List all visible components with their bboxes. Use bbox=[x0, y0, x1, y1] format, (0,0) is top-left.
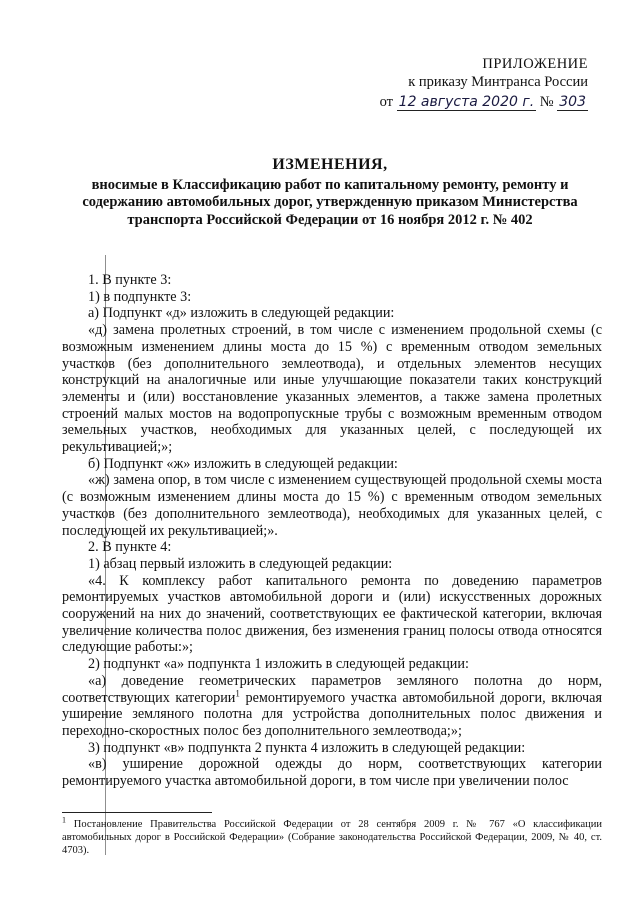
paragraph: б) Подпункт «ж» изложить в следующей редакции: bbox=[88, 455, 398, 472]
footnote-text: Постановление Правительства Российской Федерации от 28 сентября 2009 г. № 767 «О классификации автомобильных дорог в Российской Федерации» (Собрание законодательства Российской Федерации, 2009, № 40, ст. 4703). bbox=[62, 819, 603, 856]
footnote-marker: 1 bbox=[62, 815, 66, 825]
paragraph: 2. В пункте 4: bbox=[88, 539, 172, 556]
paragraph: а) Подпункт «д» изложить в следующей редакции: bbox=[88, 305, 395, 322]
footnote-divider bbox=[62, 812, 212, 813]
handwritten-date: 12 августа 2020 г. bbox=[398, 94, 535, 110]
document-body bbox=[62, 272, 602, 790]
handwritten-number: 303 bbox=[559, 94, 586, 110]
footnote-ref: 1 bbox=[235, 687, 240, 698]
number-label: № bbox=[539, 94, 554, 110]
paragraph: 3) подпункт «в» подпункта 2 пункта 4 изложить в следующей редакции: bbox=[88, 739, 526, 756]
document-heading bbox=[60, 156, 600, 229]
paragraph: «д) замена пролетных строений, в том числе с изменением продольной схемы (с возможным изменением длины моста до 15 %) с временным отводом земельных участков (без дополнительного землеотвода), и отдельных элементов несущих конструкций на аналогичные или иные улучшающие показатели таких конструкций элементы и (или) восстановление указанных элементов, а также замена пролетных строений малых мостов на водопропускные трубы с возможным временным отводом земельных участков, необходимых для указанных целей, с последующей их рекультивацией;»; bbox=[62, 322, 602, 456]
from-label: от bbox=[379, 94, 394, 110]
paragraph-text: «а) доведение геометрических параметров земляного полотна до норм, соответствующих категории bbox=[62, 672, 602, 706]
paragraph: «в) уширение дорожной одежды до норм, соответствующих категории ремонтируемого участка автомобильной дороги, в том числе при увеличении полос bbox=[62, 756, 602, 790]
paragraph: 1) абзац первый изложить в следующей редакции: bbox=[88, 555, 393, 572]
appendix-block bbox=[380, 55, 588, 111]
paragraph: 2) подпункт «а» подпункта 1 изложить в следующей редакции: bbox=[88, 656, 469, 673]
appendix-title: ПРИЛОЖЕНИЕ bbox=[482, 56, 588, 72]
paragraph: 1. В пункте 3: bbox=[88, 272, 172, 288]
paragraph-text: ремонтируемого участка автомобильной дороги, включая уширение земляного полотна для устройства дополнительных полос движения и переходно-скоростных полос без дополнительного землеотвода;»; bbox=[62, 689, 602, 739]
paragraph: «ж) замена опор, в том числе с изменением существующей продольной схемы моста (с возможным изменением длины моста до 15 %) с временным отводом земельных участков (без дополнительного землеотвода), необходимых для указанных целей, с последующей их рекультивацией;». bbox=[62, 472, 602, 539]
paragraph: 1) в подпункте 3: bbox=[88, 288, 192, 305]
appendix-dateline bbox=[380, 93, 588, 111]
paragraph: «4. К комплексу работ капитального ремонта по доведению параметров ремонтируемых участков автомобильной дороги и (или) искусственных дорожных сооружений на них до значений, соответствующих ее фактической категории, включая увеличение количества полос движения, без изменения границ полосы отвода относятся следующие работы:»; bbox=[62, 572, 602, 656]
paragraph-with-footnote bbox=[62, 673, 602, 740]
appendix-order-ref: к приказу Минтранса России bbox=[408, 74, 588, 90]
footnote bbox=[62, 815, 603, 857]
heading-title: ИЗМЕНЕНИЯ, bbox=[272, 156, 388, 173]
heading-subtitle: вносимые в Классификацию работ по капитальному ремонту, ремонту и содержанию автомобильных дорог, утвержденную приказом Министерства транспорта Российской Федерации от 16 ноября 2012 г. № 402 bbox=[82, 176, 578, 228]
